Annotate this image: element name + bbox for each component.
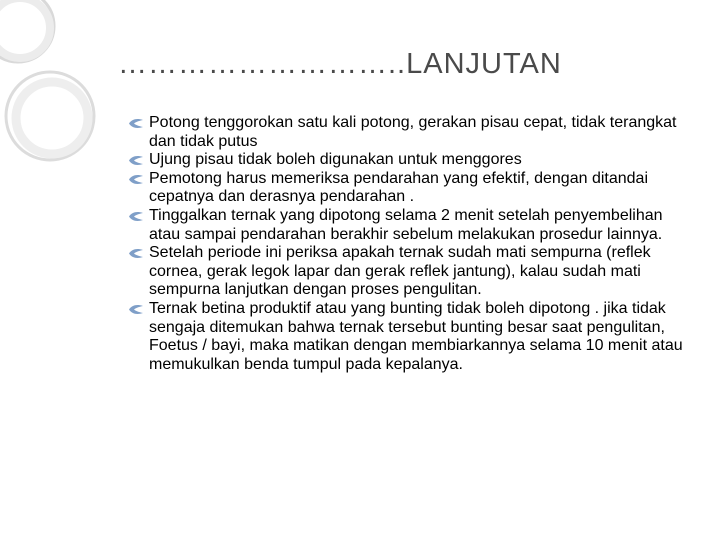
ornamental-bullet-icon bbox=[128, 118, 144, 129]
ornamental-bullet-icon bbox=[128, 248, 144, 259]
ornamental-bullet-icon bbox=[128, 155, 144, 166]
bullet-item bbox=[128, 114, 694, 151]
ornamental-bullet-icon bbox=[128, 211, 144, 222]
bullet-text: Potong tenggorokan satu kali potong, gerakan pisau cepat, tidak terangkat dan tidak putus bbox=[149, 114, 677, 150]
bullet-item bbox=[128, 170, 694, 207]
slide-title: ………………………..LANJUTAN bbox=[118, 48, 562, 80]
bullet-text: Ternak betina produktif atau yang bunting tidak boleh dipotong . jika tidak sengaja ditemukan bahwa ternak tersebut bunting besar saat pengulitan, Foetus / bayi, maka matikan dengan membiarkannya selama 10 menit atau memukulkan benda tumpul pada kepalanya. bbox=[149, 299, 683, 373]
bullet-text: Tinggalkan ternak yang dipotong selama 2 menit setelah penyembelihan atau sampai pendarahan berakhir sebelum melakukan prosedur lainnya. bbox=[149, 206, 663, 243]
ornamental-bullet-icon bbox=[128, 174, 144, 185]
ornamental-bullet-icon bbox=[128, 304, 144, 315]
bullet-item bbox=[128, 151, 694, 170]
bullet-text: Ujung pisau tidak boleh digunakan untuk menggores bbox=[149, 151, 522, 169]
bullet-text: Setelah periode ini periksa apakah ternak sudah mati sempurna (reflek cornea, gerak legok lapar dan gerak reflek jantung), kalau sudah mati sempurna lanjutkan dengan proses pengulitan. bbox=[149, 244, 651, 299]
bullet-list bbox=[128, 114, 694, 374]
bullet-item bbox=[128, 300, 694, 374]
bullet-item bbox=[128, 244, 694, 300]
bullet-item bbox=[128, 207, 694, 244]
bullet-text: Pemotong harus memeriksa pendarahan yang efektif, dengan ditandai cepatnya dan derasnya pendarahan . bbox=[149, 169, 648, 206]
decorative-circles bbox=[0, 0, 130, 190]
